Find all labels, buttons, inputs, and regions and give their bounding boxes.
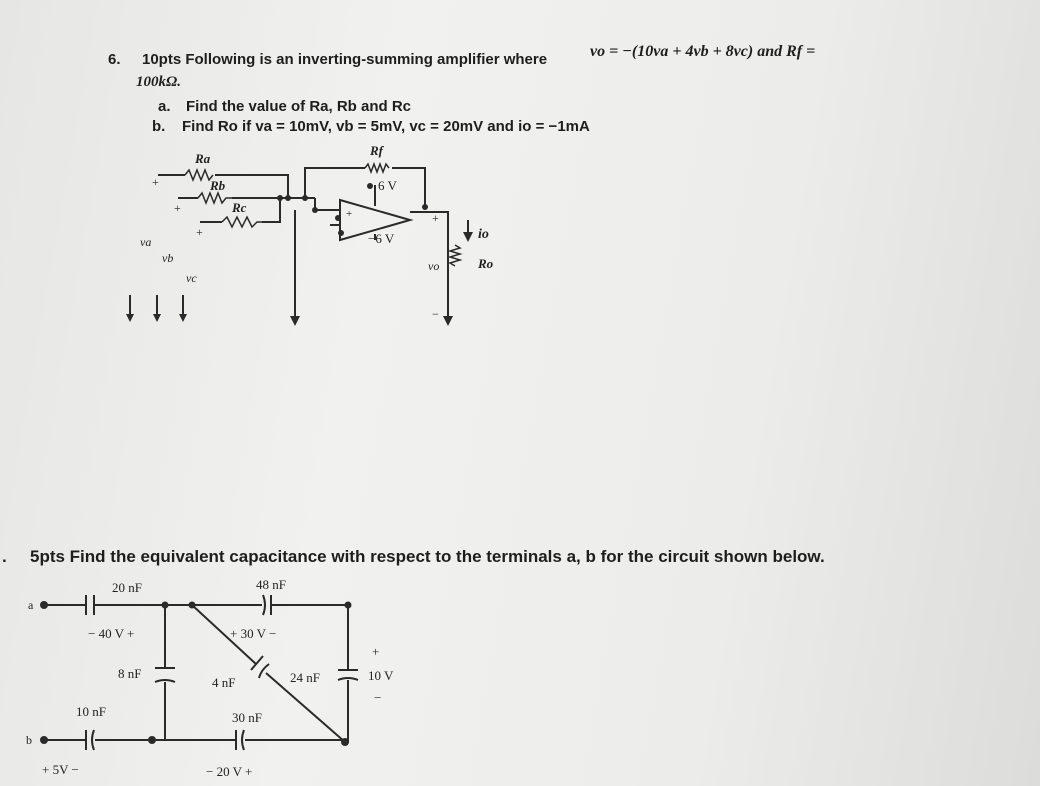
vo-minus: −	[432, 307, 439, 321]
ra-label: Ra	[195, 151, 211, 166]
q7-number: .	[2, 547, 7, 566]
q6-number: 6.	[108, 51, 121, 68]
opamp-plus: +	[346, 208, 353, 220]
c10-label: 10 nF	[76, 704, 106, 719]
v10-plus: +	[372, 644, 380, 659]
io-label: io	[478, 227, 489, 242]
supply-negative-label: −6 V	[368, 231, 395, 246]
v30-label: + 30 V −	[230, 626, 277, 641]
c30-label: 30 nF	[232, 710, 262, 725]
v20-label: − 20 V +	[206, 764, 253, 779]
c48-label: 48 nF	[256, 577, 286, 592]
q6-line1: 10pts Following is an inverting-summing amplifier where	[142, 51, 548, 68]
rb-label: Rb	[210, 178, 226, 193]
ro-label: Ro	[478, 256, 494, 271]
vc-label: vc	[186, 271, 197, 285]
q6-line1-equation: vo = −(10va + 4vb + 8vc) and Rf =	[590, 43, 816, 60]
q6-part-a-text: Find the value of Ra, Rb and Rc	[186, 98, 412, 115]
supply-positive-label: 6 V	[378, 178, 397, 193]
c4-label: 4 nF	[212, 675, 236, 690]
q6-part-b-text: Find Ro if va = 10mV, vb = 5mV, vc = 20mV and io = −1mA	[182, 118, 590, 135]
v40-label: − 40 V +	[88, 626, 135, 641]
c8-label: 8 nF	[118, 666, 142, 681]
va-plus: +	[152, 175, 159, 189]
q6-part-b-label: b.	[152, 118, 166, 135]
v5-label: + 5V −	[42, 762, 79, 777]
q6-rf-value: 100kΩ.	[136, 74, 181, 90]
vb-plus: +	[174, 201, 181, 215]
node-b-label: b	[26, 733, 32, 747]
v10-minus: −	[374, 690, 382, 705]
vo-label: vo	[428, 259, 440, 273]
rf-label: Rf	[370, 143, 383, 158]
va-label: va	[140, 235, 152, 249]
v10-label: 10 V	[368, 668, 394, 683]
rc-label: Rc	[232, 200, 247, 215]
vb-label: vb	[162, 251, 174, 265]
vo-plus: +	[432, 211, 439, 225]
q7-text: 5pts Find the equivalent capacitance with respect to the terminals a, b for the circuit shown below.	[30, 547, 825, 566]
c20-label: 20 nF	[112, 580, 142, 595]
node-a-label: a	[28, 598, 34, 612]
c24-label: 24 nF	[290, 670, 320, 685]
vc-plus: +	[196, 225, 203, 239]
q6-part-a-label: a.	[158, 98, 171, 115]
